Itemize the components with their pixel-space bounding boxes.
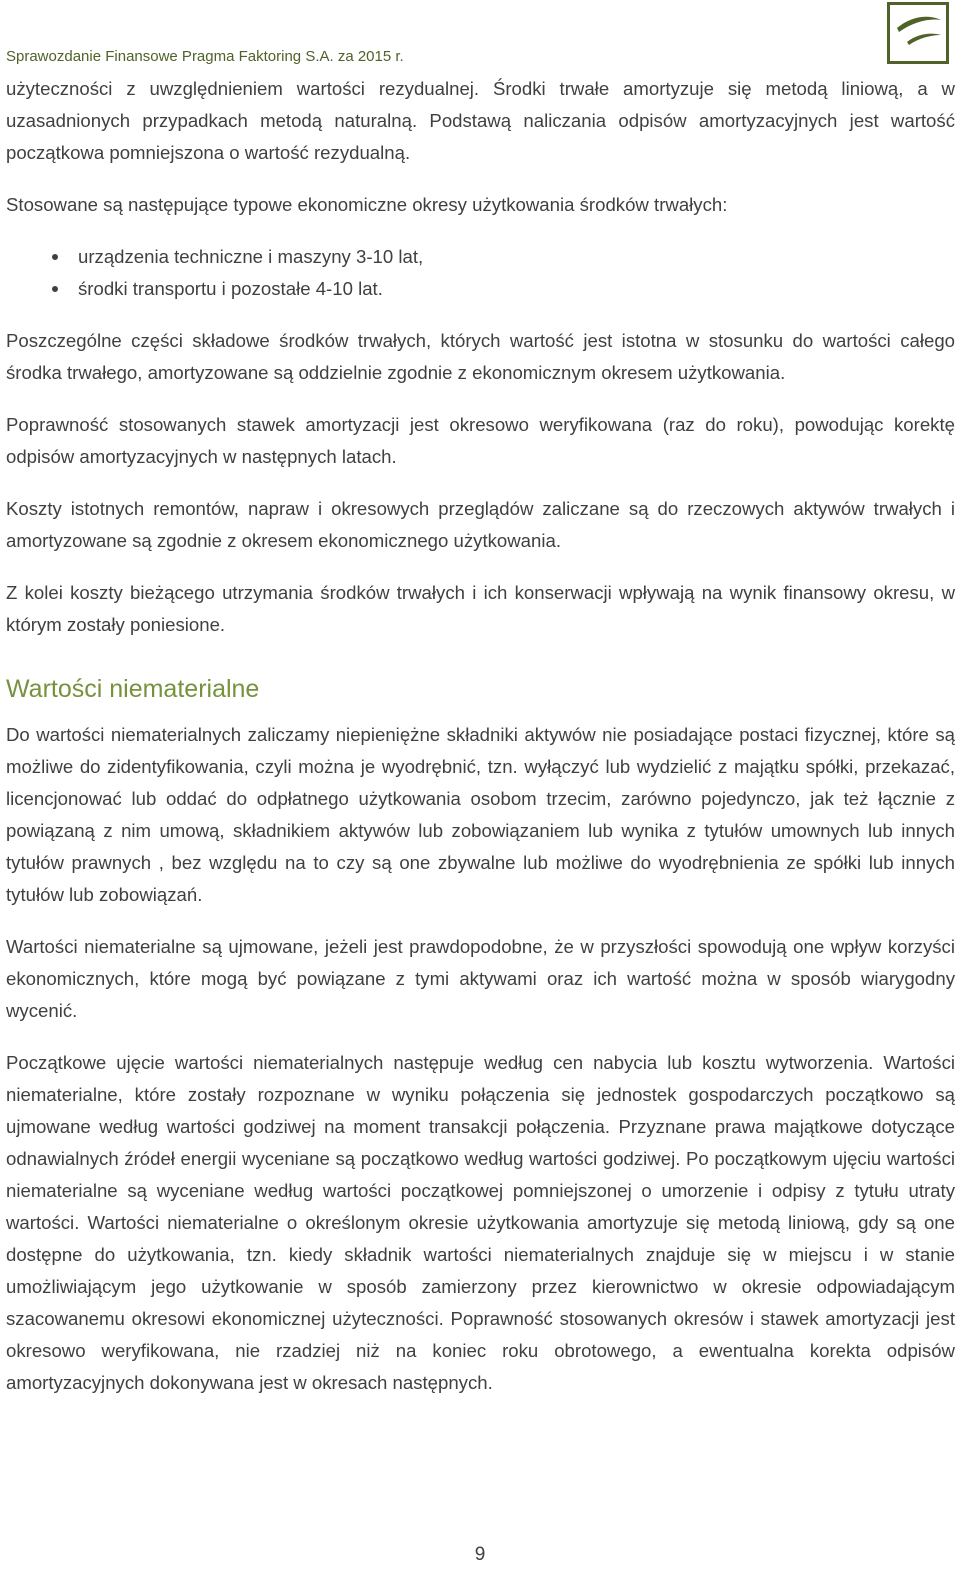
document-header-title: Sprawozdanie Finansowe Pragma Faktoring S.A. za 2015 r. bbox=[6, 48, 404, 65]
list-item bbox=[6, 273, 955, 305]
list-item-text: środki transportu i pozostałe 4-10 lat. bbox=[78, 278, 383, 299]
paragraph-intangibles-recognition: Wartości niematerialne są ujmowane, jeżeli jest prawdopodobne, że w przyszłości spowodują one wpływ korzyści ekonomicznych, które mogą być powiązane z tymi aktywami oraz ich wartość można w sposób wiarygodny wycenić. bbox=[6, 936, 955, 1021]
pragma-logo-icon bbox=[887, 2, 949, 64]
document-body bbox=[6, 73, 955, 1399]
paragraph-intangibles-measurement: Początkowe ujęcie wartości niematerialnych następuje według cen nabycia lub kosztu wytworzenia. Wartości niematerialne, które zostały rozpoznane w wyniku połączenia się jednostek gospodarczych początkowo są ujmowane według wartości godziwej na moment transakcji połączenia. Przyznane prawa majątkowe dotyczące odnawialnych źródeł energii wyceniane są początkowo według wartości godziwej. Po początkowym ujęciu wartości niematerialne są wyceniane według wartości początkowej pomniejszonej o umorzenie i odpisy z tytułu utraty wartości. Wartości niematerialne o określonym okresie użytkowania amortyzuje się metodą liniową, gdy są one dostępne do użytkowania, tzn. kiedy składnik wartości niematerialnych znajduje się w miejscu i w stanie umożliwiającym jego użytkowanie w sposób zamierzony przez kierownictwo w okresie odpowiadającym szacowanemu okresowi ekonomicznej użyteczności. Poprawność stosowanych okresów i stawek amortyzacji jest okresowo weryfikowana, nie rzadziej niż na koniec roku obrotowego, a ewentualna korekta odpisów amortyzacyjnych dokonywana jest w okresach następnych. bbox=[6, 1052, 955, 1393]
list-item-text: urządzenia techniczne i maszyny 3-10 lat, bbox=[78, 246, 424, 267]
list-item bbox=[6, 241, 955, 273]
paragraph-maintenance-costs: Z kolei koszty bieżącego utrzymania środków trwałych i ich konserwacji wpływają na wynik finansowy okresu, w którym zostały poniesione. bbox=[6, 582, 955, 635]
useful-life-list bbox=[6, 241, 955, 305]
section-heading-intangibles: Wartości niematerialne bbox=[6, 675, 260, 703]
paragraph-depreciation-rates: Poprawność stosowanych stawek amortyzacji jest okresowo weryfikowana (raz do roku), powodując korektę odpisów amortyzacyjnych w następnych latach. bbox=[6, 414, 955, 467]
paragraph-repair-costs: Koszty istotnych remontów, napraw i okresowych przeglądów zaliczane są do rzeczowych aktywów trwałych i amortyzowane są zgodnie z okresem ekonomicznego użytkowania. bbox=[6, 498, 955, 551]
paragraph-useful-life-intro: Stosowane są następujące typowe ekonomiczne okresy użytkowania środków trwałych: bbox=[6, 194, 728, 215]
paragraph-intangibles-definition: Do wartości niematerialnych zaliczamy niepieniężne składniki aktywów nie posiadające postaci fizycznej, które są możliwe do zidentyfikowania, czyli można je wyodrębnić, tzn. wyłączyć lub wydzielić z majątku spółki, przekazać, licencjonować lub oddać do odpłatnego użytkowania osobom trzecim, zarówno pojedynczo, jak też łącznie z powiązaną z nim umową, składnikiem aktywów lub zobowiązaniem lub wynika z tytułów umownych lub innych tytułów prawnych , bez względu na to czy są one zbywalne lub możliwe do wyodrębnienia ze spółki lub innych tytułów lub zobowiązań. bbox=[6, 724, 955, 905]
bullet-icon bbox=[52, 286, 58, 292]
paragraph-residual-value: użyteczności z uwzględnieniem wartości rezydualnej. Środki trwałe amortyzuje się metodą liniową, a w uzasadnionych przypadkach metodą naturalną. Podstawą naliczania odpisów amortyzacyjnych jest wartość początkowa pomniejszona o wartość rezydualną. bbox=[6, 78, 955, 163]
bullet-icon bbox=[52, 254, 58, 260]
paragraph-components: Poszczególne części składowe środków trwałych, których wartość jest istotna w stosunku do wartości całego środka trwałego, amortyzowane są oddzielnie zgodnie z ekonomicznym okresem użytkowania. bbox=[6, 330, 955, 383]
page-number: 9 bbox=[474, 1544, 486, 1565]
